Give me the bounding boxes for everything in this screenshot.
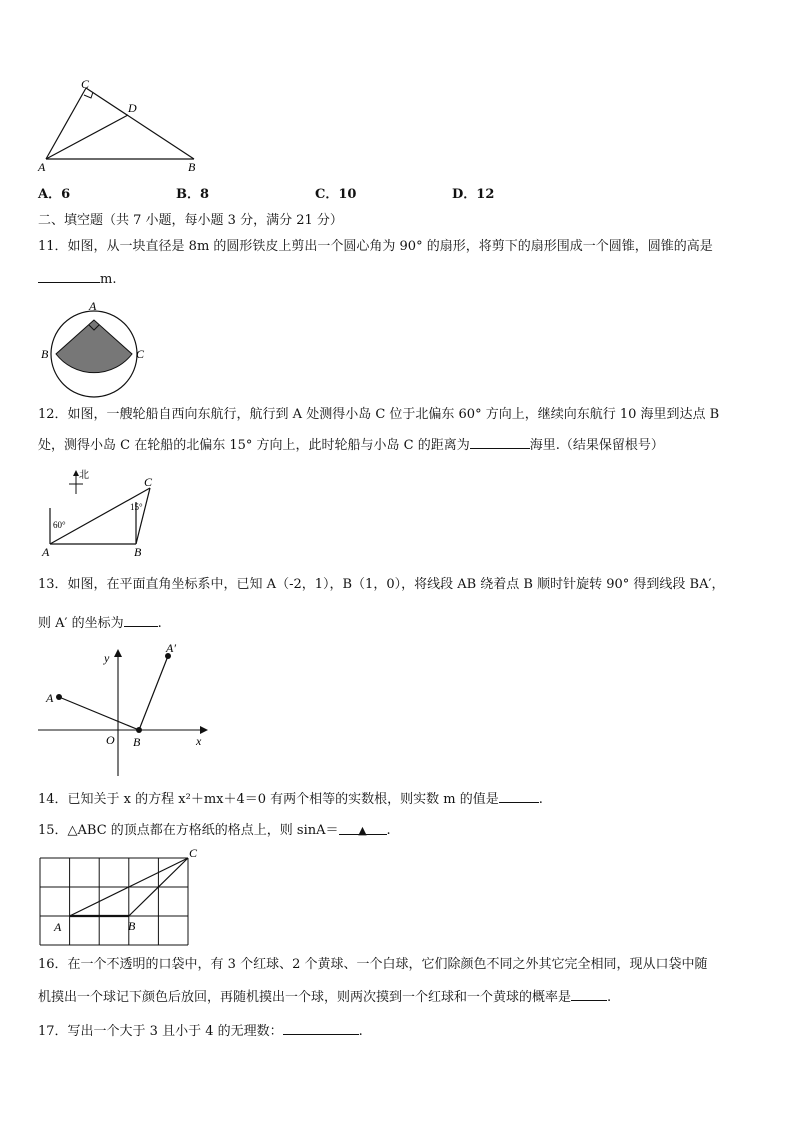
q13-axis-x: x bbox=[196, 734, 202, 748]
q11-answer-blank bbox=[38, 270, 100, 283]
q13-axis-y: y bbox=[104, 651, 110, 665]
q13-label-b: B bbox=[133, 735, 141, 749]
q13-label-a-prime: A′ bbox=[166, 641, 176, 655]
q13-label-a: A bbox=[46, 691, 54, 705]
q15-label-b: B bbox=[128, 919, 136, 933]
q11-label-c: C bbox=[136, 347, 145, 361]
triangle-acb-figure bbox=[34, 76, 204, 176]
q13-origin: O bbox=[106, 733, 115, 747]
label-a: A bbox=[38, 160, 46, 174]
option-b: B．8 bbox=[176, 187, 210, 202]
q17-answer-blank bbox=[283, 1022, 359, 1035]
q11-line1: 11．如图，从一块直径是 8m 的圆形铁皮上剪出一个圆心角为 90° 的扇形，将剪下的扇形围成一个圆锥，圆锥的高是 bbox=[38, 239, 713, 254]
q12-line1: 12．如图，一艘轮船自西向东航行，航行到 A 处测得小岛 C 位于北偏东 60° 方向上，继续向东航行 10 海里到达点 B bbox=[38, 407, 720, 422]
q11-label-a: A bbox=[89, 299, 97, 313]
label-b: B bbox=[188, 160, 196, 174]
q11-circle-sector-figure bbox=[38, 298, 158, 398]
option-a: A．6 bbox=[38, 187, 71, 202]
q15-triangle-marker: ▲ bbox=[358, 824, 367, 837]
q15-line: 15．△ABC 的顶点都在方格纸的格点上，则 sinA＝ ▲ . bbox=[38, 823, 391, 838]
label-c: C bbox=[81, 77, 90, 91]
q15-answer-blank bbox=[339, 822, 387, 835]
q12-angle15-label: 15° bbox=[130, 502, 143, 512]
q16-answer-blank bbox=[571, 988, 607, 1001]
label-d: D bbox=[128, 101, 137, 115]
q14-line: 14．已知关于 x 的方程 x²＋mx＋4＝0 有两个相等的实数根，则实数 m 的值是 . bbox=[38, 792, 543, 807]
q12-north-label: 北 bbox=[79, 470, 89, 481]
q13-answer-blank bbox=[124, 614, 158, 627]
q12-navigation-figure bbox=[36, 466, 166, 560]
q14-answer-blank bbox=[499, 790, 539, 803]
q12-line2: 处，测得小岛 C 在轮船的北偏东 15° 方向上，此时轮船与小岛 C 的距离为 海里.（结果保留根号） bbox=[38, 438, 664, 453]
q12-label-a: A bbox=[42, 545, 50, 559]
q12-answer-blank bbox=[470, 436, 530, 449]
q16-line2: 机摸出一个球记下颜色后放回，再随机摸出一个球，则两次摸到一个红球和一个黄球的概率是 . bbox=[38, 990, 612, 1005]
section-heading: 二、填空题（共 7 小题，每小题 3 分，满分 21 分） bbox=[38, 213, 343, 228]
option-d: D．12 bbox=[452, 187, 495, 202]
q13-line1: 13．如图，在平面直角坐标系中，已知 A（-2，1），B（1，0），将线段 AB 绕着点 B 顺时针旋转 90° 得到线段 BA′， bbox=[38, 577, 725, 592]
q17-line: 17．写出一个大于 3 且小于 4 的无理数： . bbox=[38, 1024, 363, 1039]
q11-label-b: B bbox=[41, 347, 49, 361]
q13-coordinate-figure bbox=[34, 638, 214, 780]
q15-grid-figure bbox=[36, 844, 206, 950]
q12-label-c: C bbox=[144, 475, 153, 489]
option-c: C．10 bbox=[315, 187, 357, 202]
q16-line1: 16．在一个不透明的口袋中，有 3 个红球、2 个黄球、一个白球，它们除颜色不同之外其它完全相同，现从口袋中随 bbox=[38, 957, 708, 972]
q12-angle60-label: 60° bbox=[53, 520, 66, 530]
q12-label-b: B bbox=[134, 545, 142, 559]
q11-line2: m. bbox=[38, 270, 116, 289]
q15-label-c: C bbox=[189, 846, 198, 860]
q15-label-a: A bbox=[54, 920, 62, 934]
q13-line2: 则 A′ 的坐标为 . bbox=[38, 616, 162, 631]
